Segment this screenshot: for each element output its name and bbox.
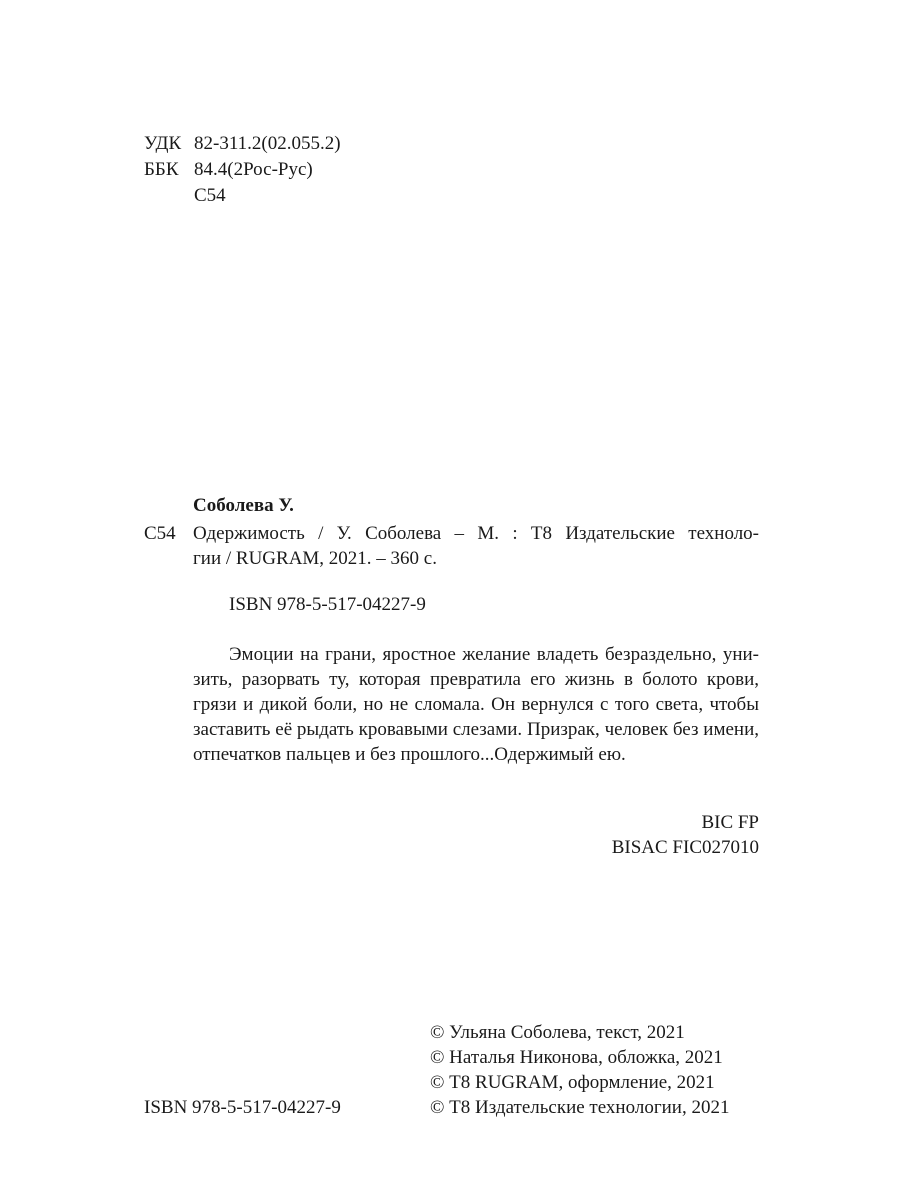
udk-row <box>144 131 341 156</box>
isbn-bottom: ISBN 978-5-517-04227-9 <box>144 1097 341 1118</box>
annotation-line-5: отпечатков пальцев и без прошлого...Одержимый ею. <box>193 744 626 765</box>
annotation-line-3: грязи и дикой боли, но не сломала. Он вернулся с того света, чтобы <box>193 694 759 715</box>
copyright-line-2: © Наталья Никонова, обложка, 2021 <box>430 1047 723 1068</box>
record-isbn: ISBN 978-5-517-04227-9 <box>229 594 426 615</box>
annotation-line-1: Эмоции на грани, яростное желание владеть безраздельно, уни- <box>229 644 759 665</box>
author-name: Соболева У. <box>193 495 294 516</box>
annotation-line-2: зить, разорвать ту, которая превратила его жизнь в болото крови, <box>193 669 759 690</box>
author-code: С54 <box>194 185 226 206</box>
copyright-line-3: © Т8 RUGRAM, оформление, 2021 <box>430 1072 715 1093</box>
description-line-2: гии / RUGRAM, 2021. – 360 с. <box>193 548 437 569</box>
record-code: С54 <box>144 523 176 544</box>
udk-label: УДК <box>144 133 182 154</box>
description-line-1: Одержимость / У. Соболева – М. : Т8 Издательские техноло- <box>193 523 759 544</box>
bic-code: BIC FP <box>701 812 759 833</box>
udk-value: 82-311.2(02.055.2) <box>194 133 341 154</box>
bbk-row <box>144 157 313 182</box>
bbk-label: ББК <box>144 159 179 180</box>
annotation-line-4: заставить её рыдать кровавыми слезами. Призрак, человек без имени, <box>193 719 759 740</box>
copyright-line-1: © Ульяна Соболева, текст, 2021 <box>430 1022 685 1043</box>
copyright-line-4: © Т8 Издательские технологии, 2021 <box>430 1097 730 1118</box>
bbk-value: 84.4(2Рос-Рус) <box>194 159 313 180</box>
bisac-code: BISAC FIC027010 <box>611 837 759 858</box>
